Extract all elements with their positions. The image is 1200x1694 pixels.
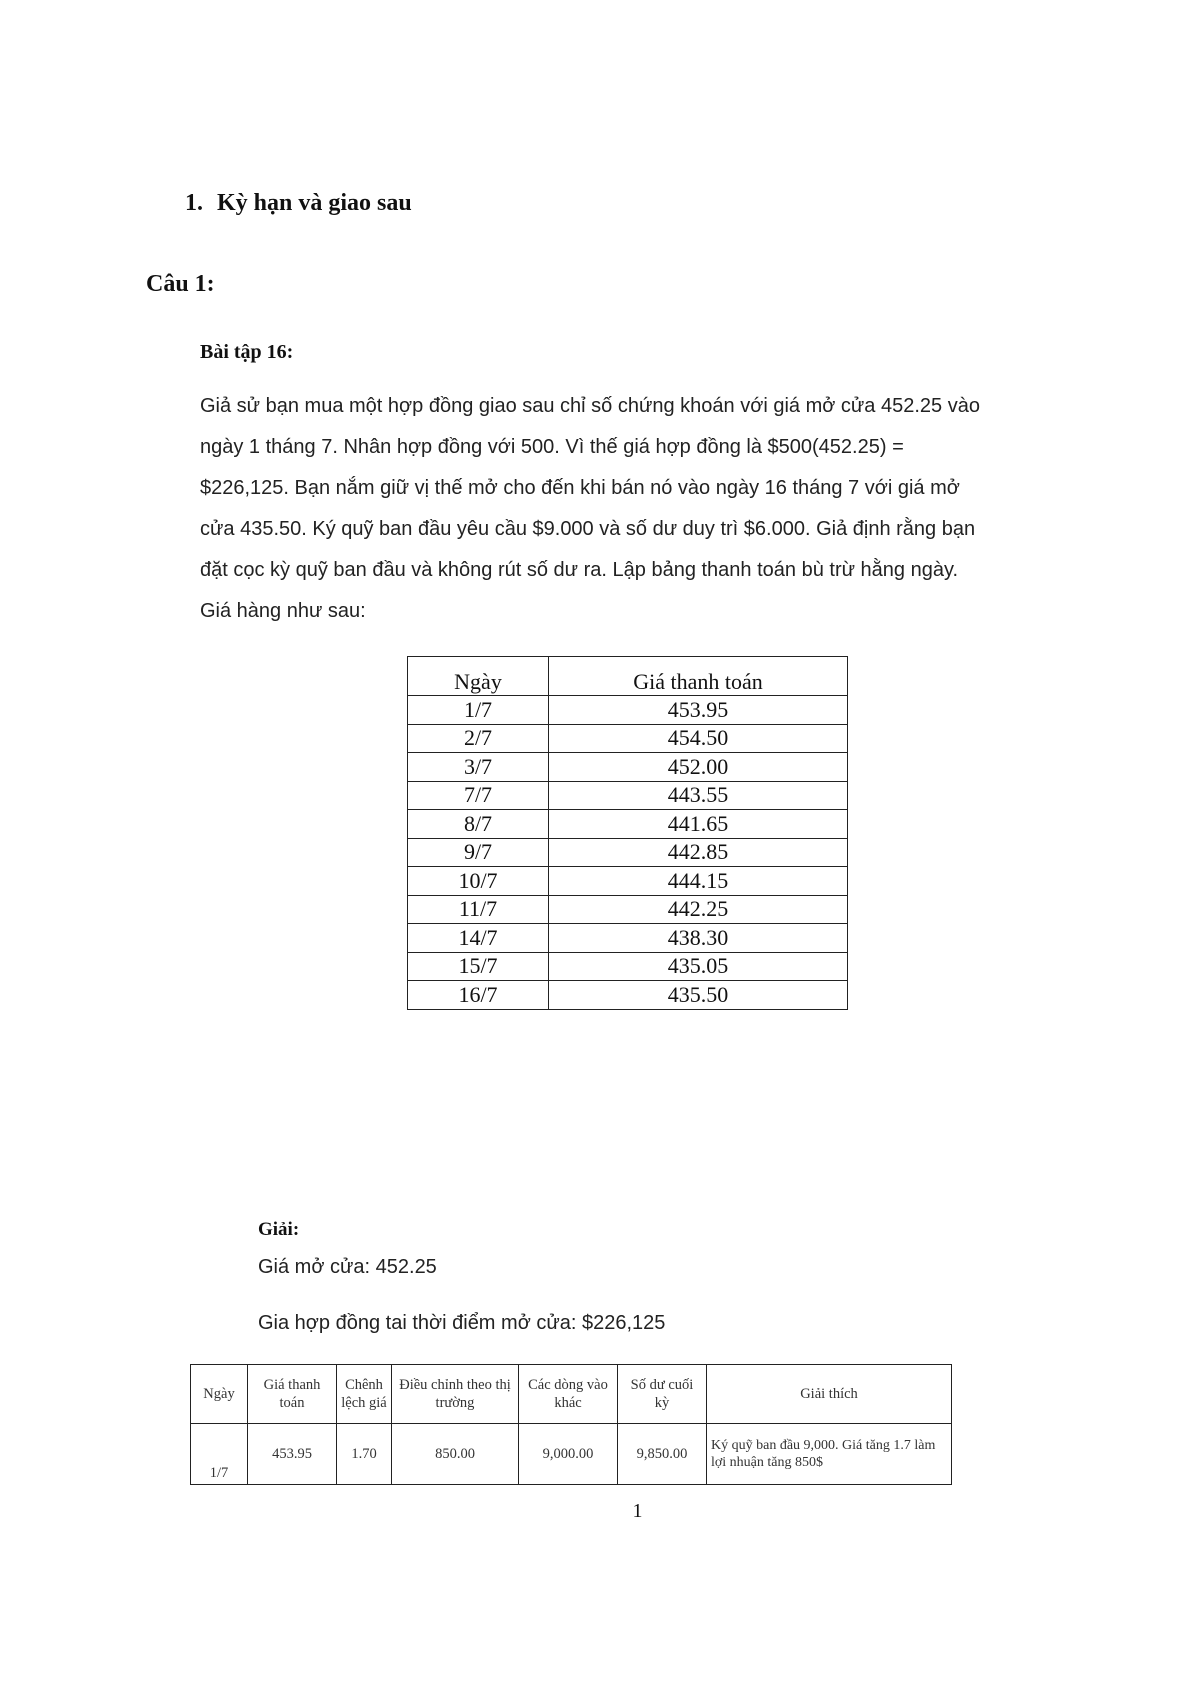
price-cell: 453.95	[549, 696, 848, 725]
page-number: 1	[632, 1500, 643, 1522]
date-cell: 2/7	[408, 724, 549, 753]
section-title: Kỳ hạn và giao sau	[217, 190, 412, 216]
date-cell: 16/7	[408, 981, 549, 1010]
ending-balance-cell: 9,850.00	[618, 1424, 707, 1485]
table-row	[408, 952, 848, 981]
column-header-price: Giá thanh toán	[549, 657, 848, 696]
problem-line: đặt cọc kỳ quỹ ban đầu và không rút số dư ra. Lập bảng thanh toán bù trừ hằng ngày.	[200, 559, 959, 581]
price-cell: 435.05	[549, 952, 848, 981]
price-change-cell: 1.70	[337, 1424, 392, 1485]
section-heading	[185, 190, 412, 217]
daily-settlement-table	[190, 1364, 952, 1485]
table-row	[191, 1424, 952, 1485]
column-header-date: Ngày	[408, 657, 549, 696]
exercise-title: Bài tập 16:	[200, 341, 294, 363]
problem-line: Giả sử bạn mua một hợp đồng giao sau chỉ số chứng khoán với giá mở cửa 452.25 vào	[200, 395, 980, 417]
date-cell: 8/7	[408, 810, 549, 839]
settlement-price-table	[407, 656, 848, 1010]
table-row	[408, 838, 848, 867]
solution-title: Giải:	[258, 1219, 300, 1240]
column-header-explanation: Giải thích	[707, 1365, 952, 1424]
other-flows-cell: 9,000.00	[519, 1424, 618, 1485]
date-cell: 14/7	[408, 924, 549, 953]
table-row	[408, 724, 848, 753]
date-cell: 9/7	[408, 838, 549, 867]
price-cell: 443.55	[549, 781, 848, 810]
table-row	[408, 696, 848, 725]
table-row	[408, 867, 848, 896]
problem-line: ngày 1 tháng 7. Nhân hợp đồng với 500. Vì thế giá hợp đồng là $500(452.25) =	[200, 436, 904, 458]
date-cell: 7/7	[408, 781, 549, 810]
table-row	[408, 753, 848, 782]
column-header-date: Ngày	[191, 1365, 248, 1424]
date-cell: 3/7	[408, 753, 549, 782]
table-row	[408, 810, 848, 839]
table-row	[408, 781, 848, 810]
date-cell: 1/7	[408, 696, 549, 725]
question-heading: Câu 1:	[146, 271, 215, 297]
table-row	[408, 981, 848, 1010]
column-header-mark-to-market: Điều chỉnh theo thị trường	[392, 1365, 519, 1424]
problem-statement	[200, 386, 1040, 632]
date-cell: 1/7	[191, 1424, 248, 1485]
table-row	[408, 895, 848, 924]
price-cell: 441.65	[549, 810, 848, 839]
date-cell: 10/7	[408, 867, 549, 896]
open-price-line: Giá mở cửa: 452.25	[258, 1256, 437, 1278]
price-cell: 442.85	[549, 838, 848, 867]
column-header-price-change: Chênh lệch giá	[337, 1365, 392, 1424]
problem-line: cửa 435.50. Ký quỹ ban đầu yêu cầu $9.000 và số dư duy trì $6.000. Giả định rằng bạn	[200, 518, 976, 540]
column-header-other-flows: Các dòng vào khác	[519, 1365, 618, 1424]
table-row	[408, 924, 848, 953]
column-header-settle-price: Giá thanh toán	[248, 1365, 337, 1424]
section-number: 1.	[185, 190, 203, 216]
problem-line: Giá hàng như sau:	[200, 600, 366, 622]
column-header-ending-balance: Số dư cuối kỳ	[618, 1365, 707, 1424]
price-cell: 444.15	[549, 867, 848, 896]
settle-price-cell: 453.95	[248, 1424, 337, 1485]
price-cell: 454.50	[549, 724, 848, 753]
mark-to-market-cell: 850.00	[392, 1424, 519, 1485]
date-cell: 15/7	[408, 952, 549, 981]
price-cell: 438.30	[549, 924, 848, 953]
table-header-row	[191, 1365, 952, 1424]
explanation-cell: Ký quỹ ban đầu 9,000. Giá tăng 1.7 làm lợi nhuận tăng 850$	[707, 1424, 952, 1485]
price-cell: 435.50	[549, 981, 848, 1010]
price-cell: 452.00	[549, 753, 848, 782]
date-cell: 11/7	[408, 895, 549, 924]
contract-value-line: Gia hợp đồng tai thời điểm mở cửa: $226,125	[258, 1312, 666, 1334]
table-header-row	[408, 657, 848, 696]
problem-line: $226,125. Bạn nắm giữ vị thế mở cho đến khi bán nó vào ngày 16 tháng 7 với giá mở	[200, 477, 960, 499]
price-cell: 442.25	[549, 895, 848, 924]
